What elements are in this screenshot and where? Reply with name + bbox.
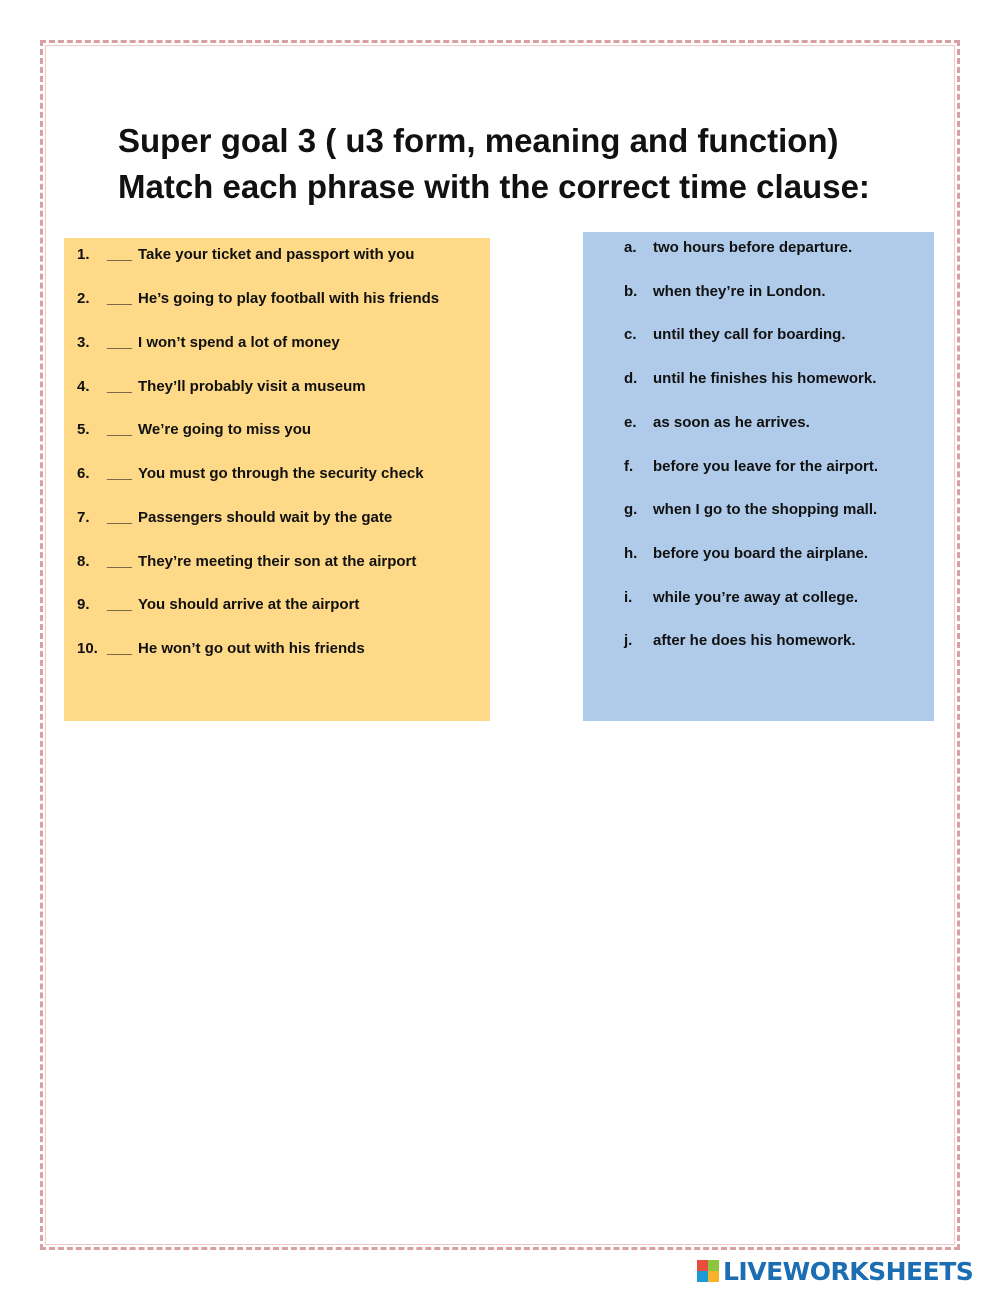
phrase-item: [77, 333, 340, 353]
clause-text: when I go to the shopping mall.: [653, 501, 878, 518]
clause-text: until they call for boarding.: [653, 326, 846, 343]
clauses-box: [583, 232, 934, 721]
clause-text: until he finishes his homework.: [653, 370, 877, 387]
phrase-number: 3.: [77, 334, 90, 351]
clause-letter: d.: [624, 370, 638, 387]
answer-blank[interactable]: ___: [107, 640, 133, 657]
phrase-item: [77, 552, 416, 572]
answer-blank[interactable]: ___: [107, 290, 133, 307]
phrase-text: They’re meeting their son at the airport: [138, 553, 417, 570]
clause-letter: h.: [624, 545, 638, 562]
clause-item: [624, 238, 852, 258]
clause-item: [624, 631, 856, 651]
title-line-1: Super goal 3 ( u3 form, meaning and function): [118, 122, 839, 159]
phrase-text: He’s going to play football with his friends: [138, 290, 440, 307]
clause-item: [624, 325, 846, 345]
clause-letter: f.: [624, 458, 634, 475]
clause-letter: j.: [624, 632, 633, 649]
answer-blank[interactable]: ___: [107, 378, 133, 395]
phrase-number: 4.: [77, 378, 90, 395]
logo-text: LIVEWORKSHEETS: [723, 1256, 974, 1286]
phrase-number: 8.: [77, 553, 90, 570]
answer-blank[interactable]: ___: [107, 246, 133, 263]
answer-blank[interactable]: ___: [107, 596, 133, 613]
phrase-item: [77, 639, 365, 659]
phrase-item: [77, 464, 424, 484]
phrase-item: [77, 420, 311, 440]
clause-item: [624, 413, 810, 433]
phrase-text: Take your ticket and passport with you: [138, 246, 415, 263]
answer-blank[interactable]: ___: [107, 421, 133, 438]
phrase-number: 9.: [77, 596, 90, 613]
answer-blank[interactable]: ___: [107, 465, 133, 482]
phrases-box: [64, 238, 490, 721]
clause-letter: c.: [624, 326, 637, 343]
liveworksheets-logo[interactable]: [697, 1254, 973, 1288]
worksheet-title: [118, 118, 870, 210]
phrase-text: You must go through the security check: [138, 465, 424, 482]
clause-item: [624, 500, 877, 520]
answer-blank[interactable]: ___: [107, 509, 133, 526]
clause-text: after he does his homework.: [653, 632, 856, 649]
clause-letter: e.: [624, 414, 637, 431]
clause-item: [624, 282, 826, 302]
phrase-number: 6.: [77, 465, 90, 482]
phrase-number: 10.: [77, 640, 98, 657]
phrase-text: We’re going to miss you: [138, 421, 312, 438]
clause-text: before you board the airplane.: [653, 545, 869, 562]
clause-text: two hours before departure.: [653, 239, 853, 256]
phrase-text: They’ll probably visit a museum: [138, 378, 366, 395]
phrase-text: I won’t spend a lot of money: [138, 334, 340, 351]
clause-letter: i.: [624, 589, 633, 606]
phrase-number: 7.: [77, 509, 90, 526]
clause-letter: b.: [624, 283, 638, 300]
phrase-item: [77, 245, 414, 265]
answer-blank[interactable]: ___: [107, 334, 133, 351]
title-line-2: Match each phrase with the correct time clause:: [118, 168, 870, 205]
clause-letter: g.: [624, 501, 638, 518]
clause-text: as soon as he arrives.: [653, 414, 810, 431]
phrase-item: [77, 595, 359, 615]
clause-letter: a.: [624, 239, 637, 256]
phrase-item: [77, 377, 366, 397]
clause-item: [624, 369, 876, 389]
clause-text: while you’re away at college.: [653, 589, 859, 606]
phrase-text: You should arrive at the airport: [138, 596, 360, 613]
phrase-number: 5.: [77, 421, 90, 438]
phrase-item: [77, 508, 392, 528]
phrase-number: 1.: [77, 246, 90, 263]
clause-text: before you leave for the airport.: [653, 458, 879, 475]
phrase-number: 2.: [77, 290, 90, 307]
phrase-text: Passengers should wait by the gate: [138, 509, 393, 526]
clause-item: [624, 457, 878, 477]
phrase-text: He won’t go out with his friends: [138, 640, 365, 657]
answer-blank[interactable]: ___: [107, 553, 133, 570]
clause-item: [624, 544, 868, 564]
clause-item: [624, 588, 858, 608]
liveworksheets-logo-icon: [697, 1260, 719, 1282]
phrase-item: [77, 289, 439, 309]
clause-text: when they’re in London.: [653, 283, 826, 300]
